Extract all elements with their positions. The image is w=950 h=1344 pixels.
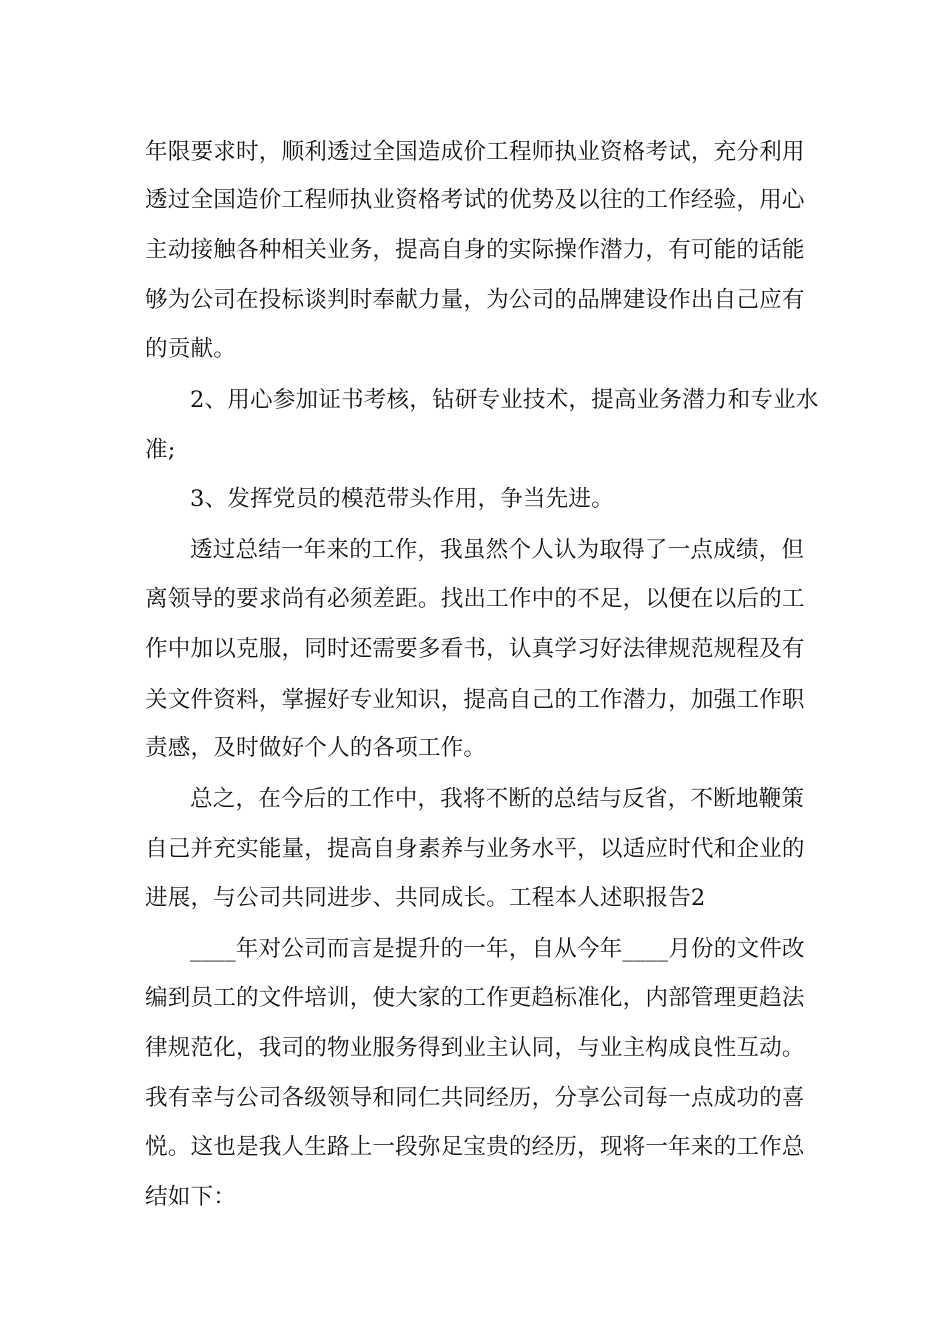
- text-line: 主动接触各种相关业务，提高自身的实际操作潜力，有可能的话能: [145, 237, 805, 263]
- text-line: 悦。这也是我人生路上一段弥足宝贵的经历，现将一年来的工作总: [145, 1134, 805, 1160]
- text-line: 编到员工的文件培训，使大家的工作更趋标准化，内部管理更趋法: [145, 985, 805, 1011]
- text-line: 结如下：: [145, 1184, 236, 1210]
- text-line: 作中加以克服，同时还需要多看书，认真学习好法律规范规程及有: [145, 636, 805, 662]
- text-line: 进展，与公司共同进步、共同成长。工程本人述职报告2: [145, 885, 706, 911]
- text-line: 2、用心参加证书考核，钻研专业技术，提高业务潜力和专业水: [190, 387, 819, 413]
- text-line: 关文件资料，掌握好专业知识，提高自己的工作潜力，加强工作职: [145, 687, 805, 713]
- text-line: 年限要求时，顺利透过全国造成价工程师执业资格考试，充分利用: [145, 139, 805, 165]
- text-line: ____年对公司而言是提升的一年，自从今年____月份的文件改: [190, 936, 805, 962]
- text-line: 我有幸与公司各级领导和同仁共同经历，分享公司每一点成功的喜: [145, 1085, 805, 1111]
- text-line: 总之，在今后的工作中，我将不断的总结与反省，不断地鞭策: [190, 786, 805, 812]
- text-line: 准;: [145, 437, 176, 463]
- text-line: 透过全国造价工程师执业资格考试的优势及以往的工作经验，用心: [145, 187, 805, 213]
- text-line: 够为公司在投标谈判时奉献力量，为公司的品牌建设作出自己应有: [145, 287, 805, 313]
- text-line: 离领导的要求尚有必须差距。找出工作中的不足，以便在以后的工: [145, 586, 805, 612]
- text-line: 律规范化，我司的物业服务得到业主认同，与业主构成良性互动。: [145, 1035, 805, 1061]
- text-line: 透过总结一年来的工作，我虽然个人认为取得了一点成绩，但: [190, 537, 805, 563]
- text-line: 自己并充实能量，提高自身素养与业务水平，以适应时代和企业的: [145, 836, 805, 862]
- text-line: 的贡献。: [145, 336, 236, 362]
- text-line: 责感，及时做好个人的各项工作。: [145, 735, 487, 761]
- text-line: 3、发挥党员的模范带头作用，争当先进。: [190, 486, 614, 512]
